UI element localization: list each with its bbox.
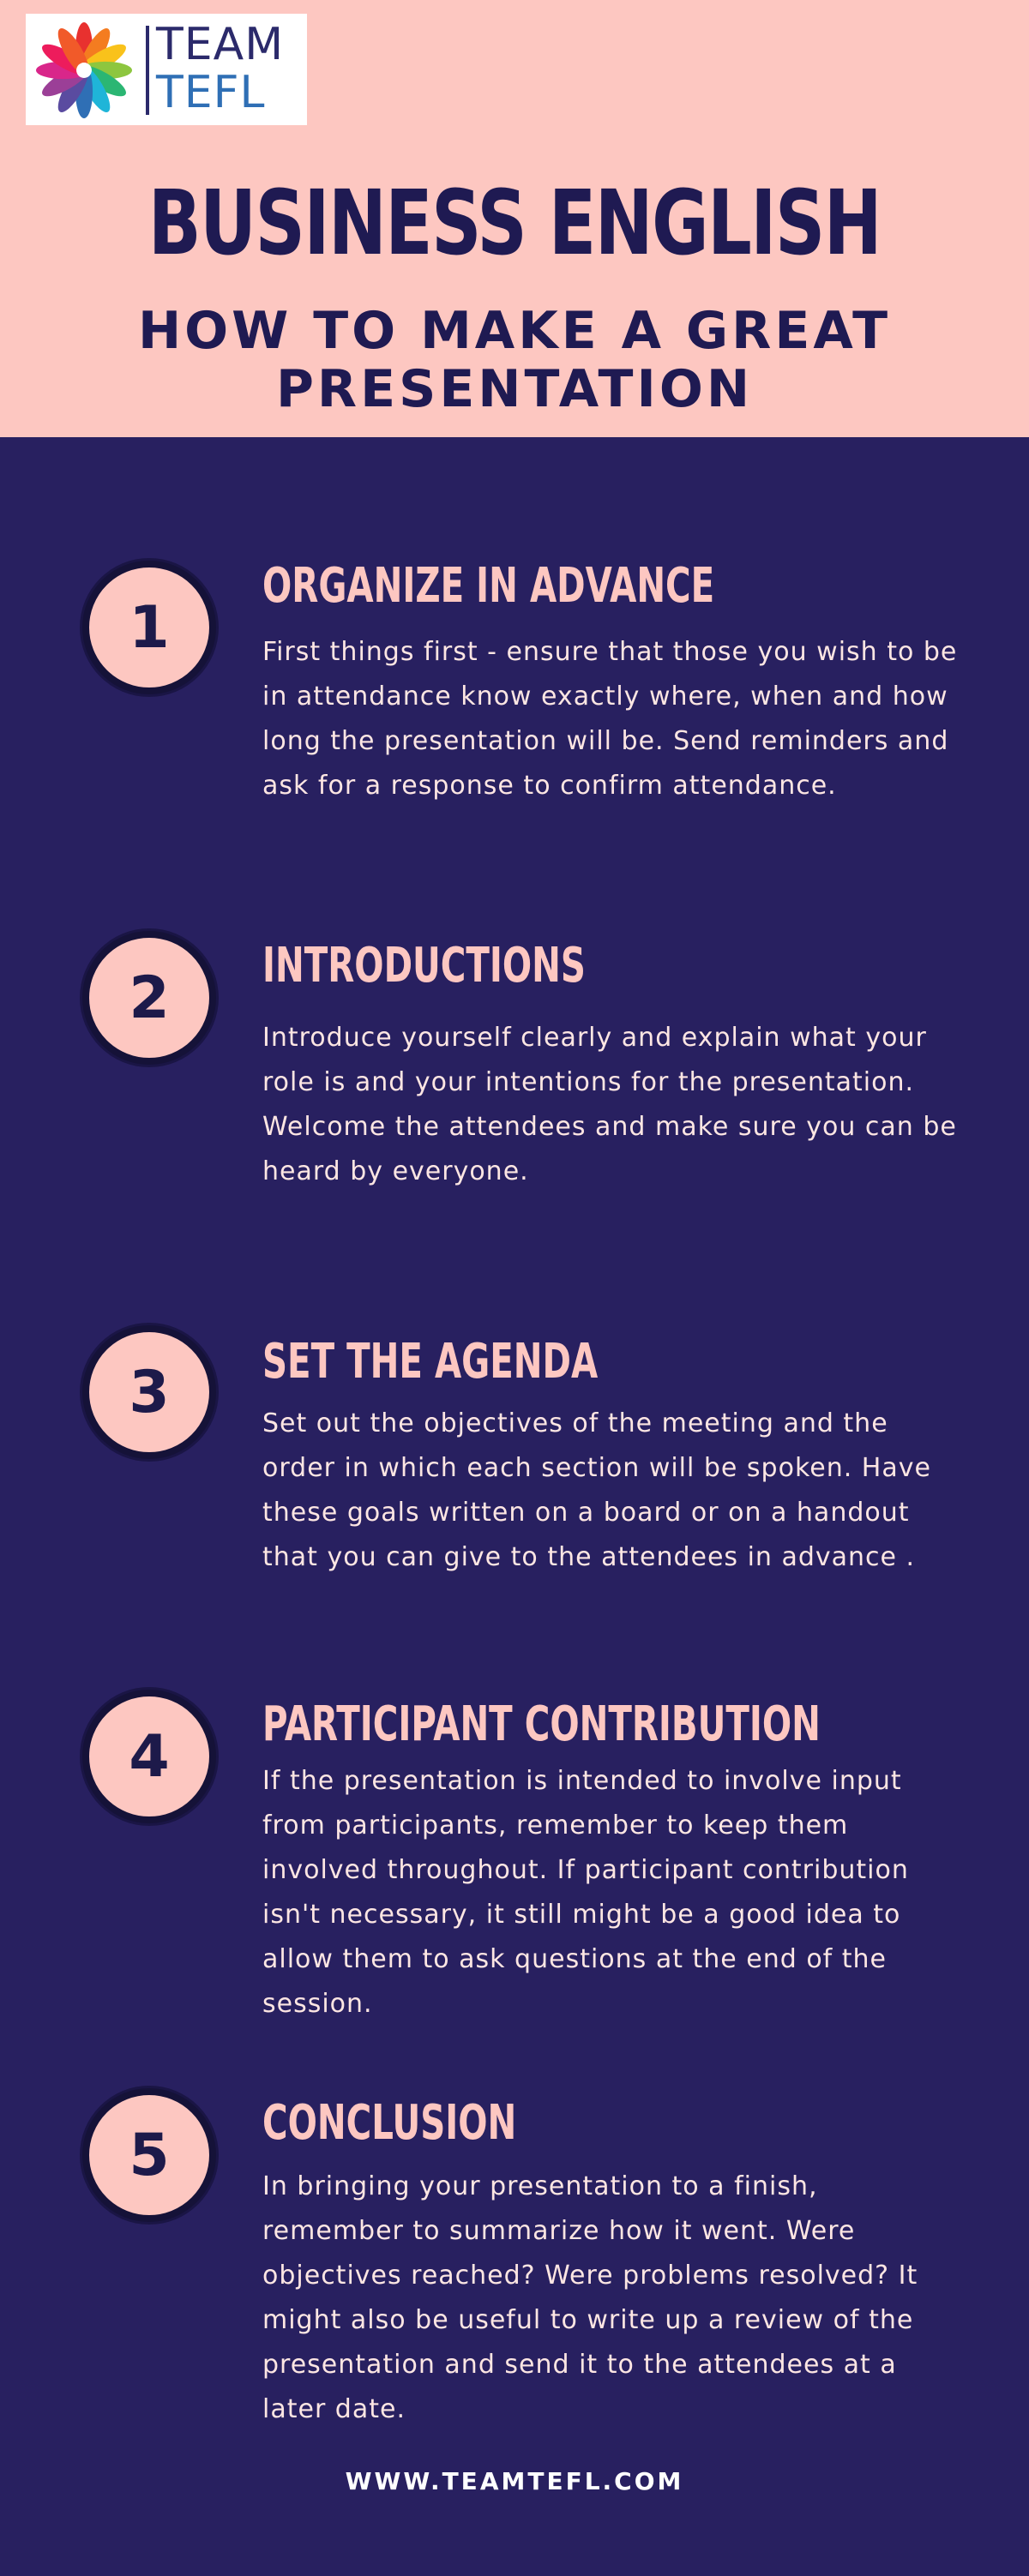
logo-divider [146, 26, 149, 115]
page-subtitle: HOW TO MAKE A GREAT PRESENTATION [137, 301, 892, 419]
page-title: BUSINESS ENGLISH [147, 171, 882, 275]
step-heading: ORGANIZE IN ADVANCE [262, 558, 715, 614]
step-heading: SET THE AGENDA [262, 1334, 599, 1390]
footer-website-link[interactable]: WWW.TEAMTEFL.COM [345, 2467, 684, 2495]
step-body: Set out the objectives of the meeting and the order in which each section will be spoken. Have these goals written on a board or on a handout that you can give to the attendees in advance . [262, 1408, 931, 1572]
step-body: First things first - ensure that those you wish to be in attendance know exactly where, when and how long the presentation will be. Send reminders and ask for a response to confirm attendance. [262, 637, 958, 801]
flower-logo-icon [36, 22, 132, 118]
logo-tefl-text: TEFL [156, 67, 266, 118]
step-body: If the presentation is intended to involve input from participants, remember to keep them involved throughout. If participant contribution isn't necessary, it still might be a good idea to allow them to ask questions at the end of the session. [262, 1766, 909, 2019]
logo-team-text: TEAM [156, 19, 285, 70]
step-number-badge: 1 [82, 561, 216, 694]
step-body: Introduce yourself clearly and explain what your role is and your intentions for the presentation. Welcome the attendees and make sure you can be heard by everyone. [262, 1023, 957, 1186]
step-heading: INTRODUCTIONS [262, 938, 586, 994]
step-number-badge: 5 [82, 2088, 216, 2222]
team-tefl-logo [26, 14, 307, 125]
header-banner [0, 0, 1029, 437]
step-heading: CONCLUSION [262, 2095, 517, 2151]
step-heading: PARTICIPANT CONTRIBUTION [262, 1696, 821, 1752]
step-body: In bringing your presentation to a finish, remember to summarize how it went. Were objectives reached? Were problems resolved? It might also be useful to write up a review of the presentation and send it to the attendees at a later date. [262, 2171, 918, 2424]
step-number-badge: 2 [82, 931, 216, 1065]
step-number-badge: 3 [82, 1325, 216, 1459]
step-number-badge: 4 [82, 1690, 216, 1823]
